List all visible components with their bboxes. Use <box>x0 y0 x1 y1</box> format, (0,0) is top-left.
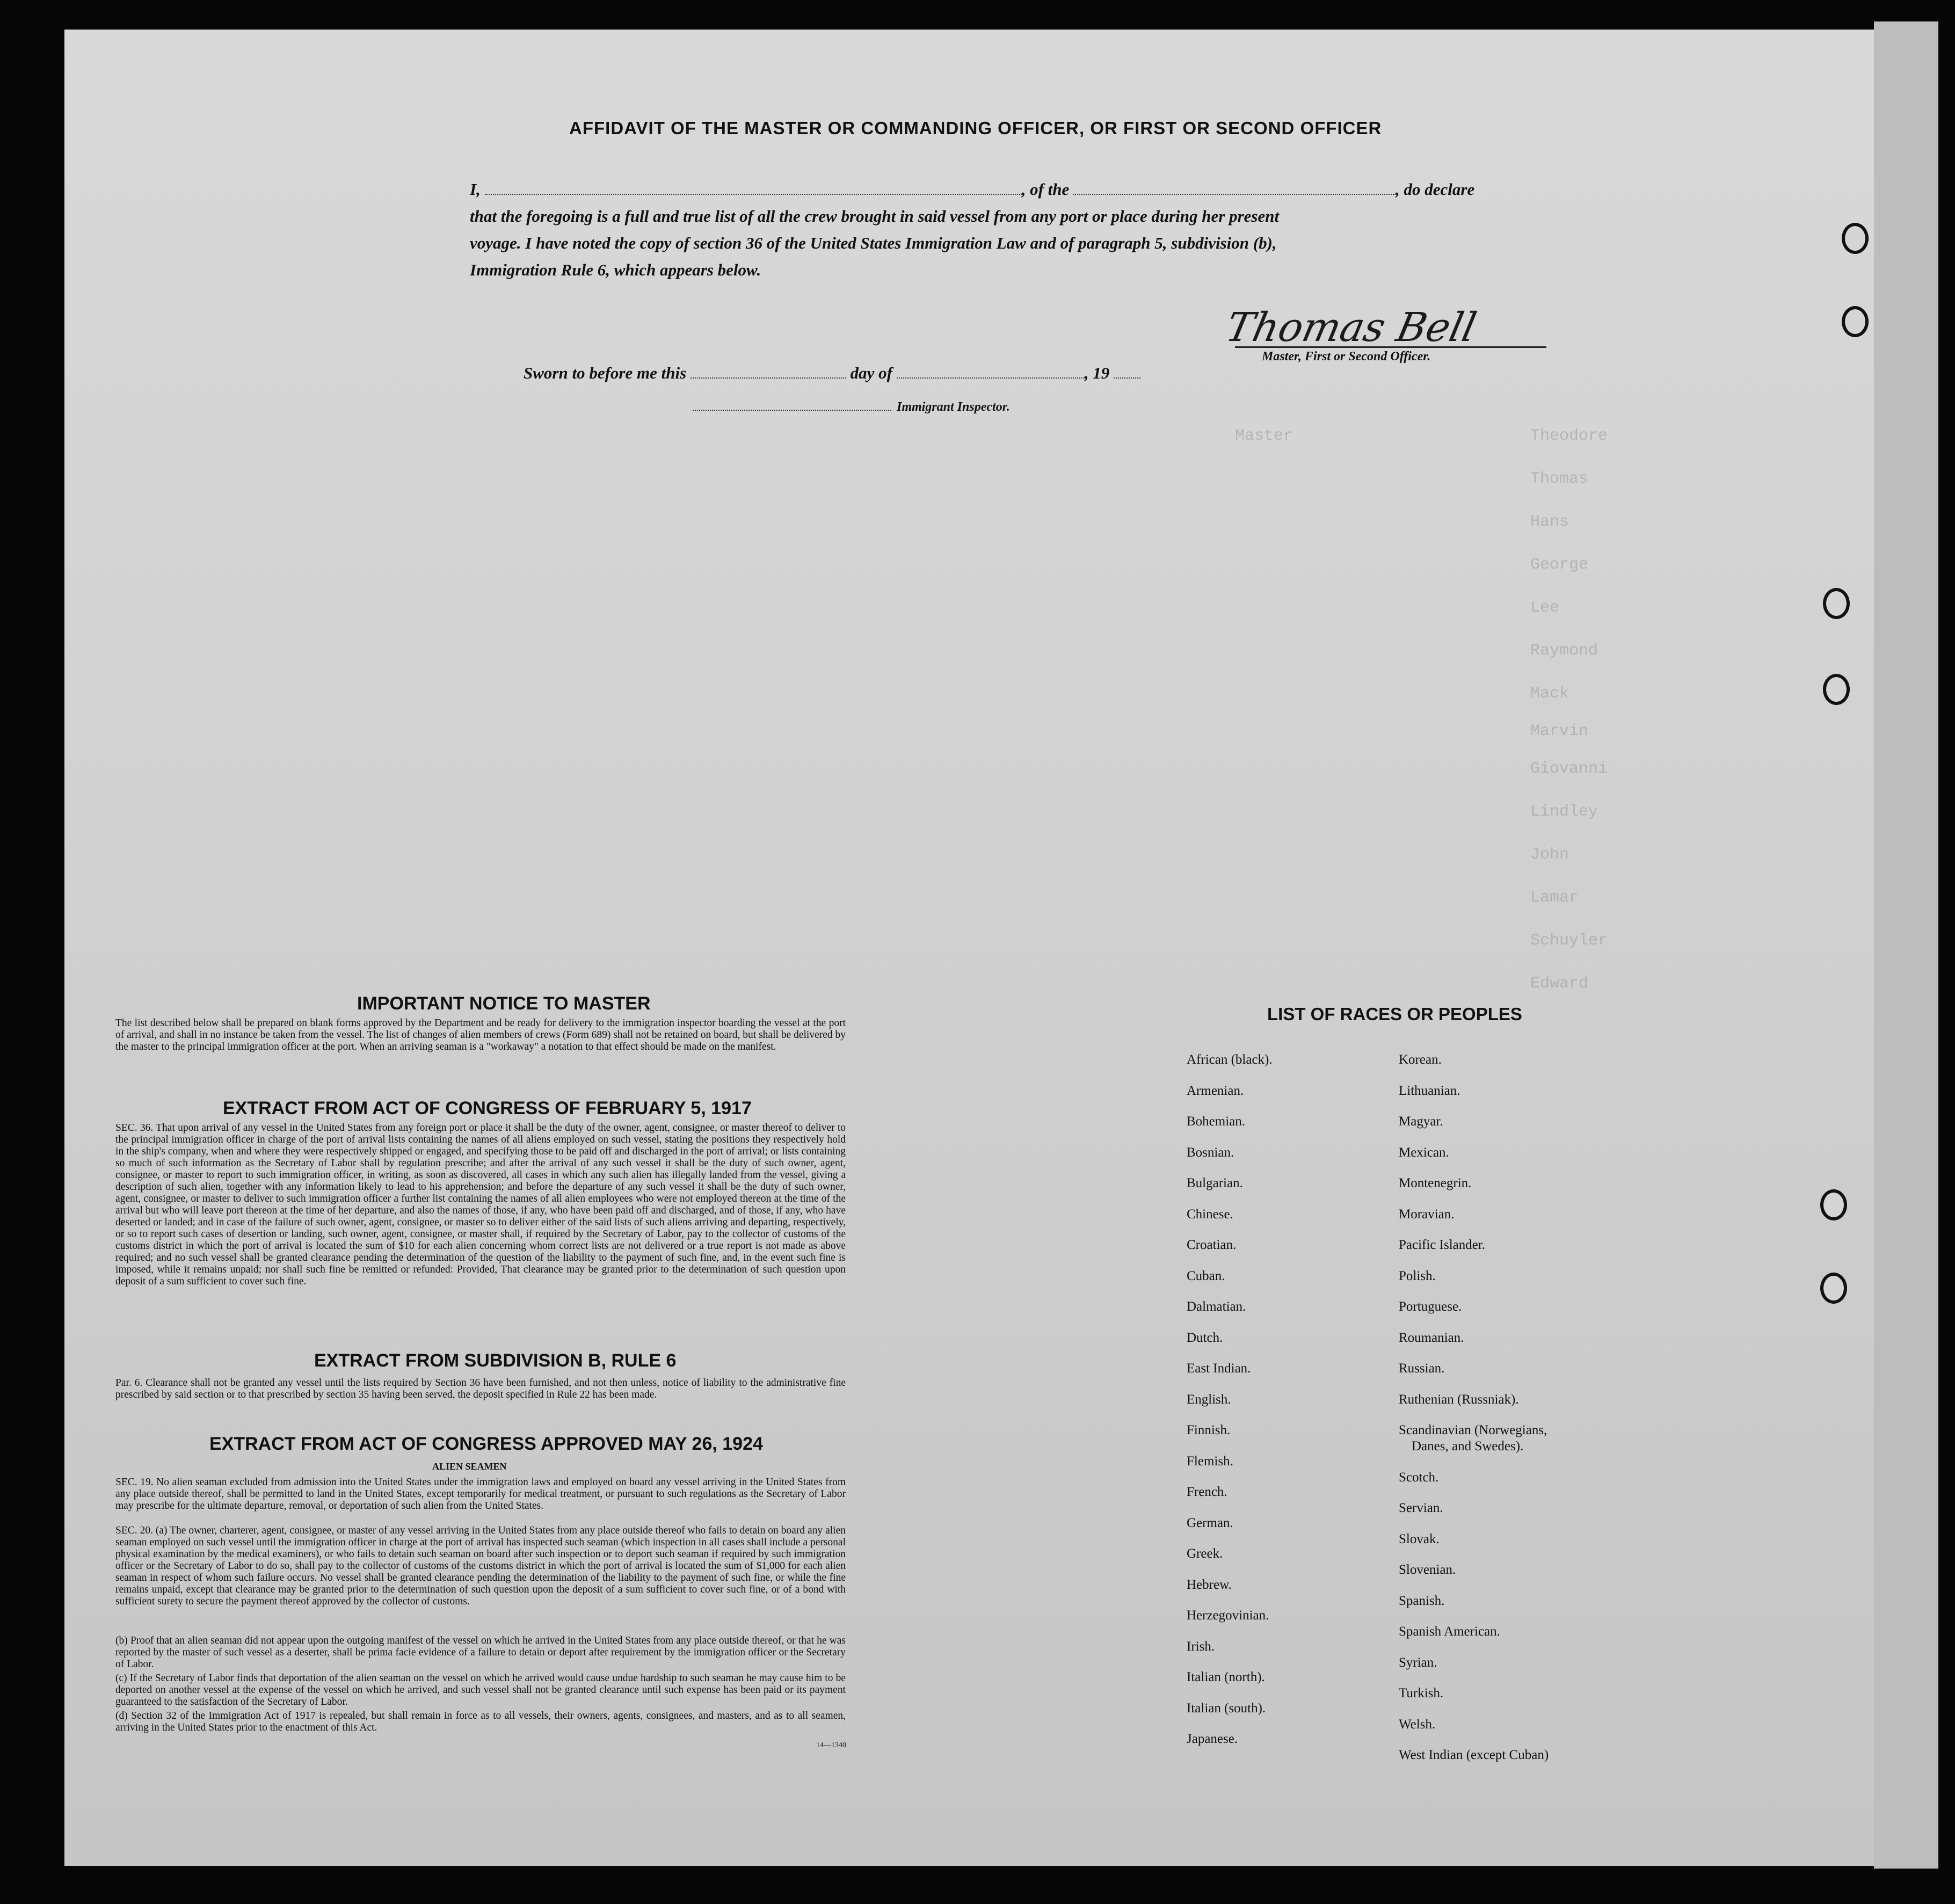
race-item: Welsh. <box>1399 1717 1436 1732</box>
race-item: Irish. <box>1187 1639 1215 1654</box>
race-item: Spanish American. <box>1399 1624 1500 1639</box>
race-item: Japanese. <box>1187 1732 1238 1746</box>
race-item: Finnish. <box>1187 1423 1231 1437</box>
officer-name-field <box>485 194 1022 195</box>
document-page <box>64 30 1885 1866</box>
affidavit-title: AFFIDAVIT OF THE MASTER OR COMMANDING OFFICER, OR FIRST OR SECOND OFFICER <box>569 118 1382 138</box>
race-item: Syrian. <box>1399 1655 1437 1670</box>
affidavit-line-2: that the foregoing is a full and true list of all the crew brought in said vessel from any port or place during her present <box>470 207 1280 226</box>
race-item: Servian. <box>1399 1501 1443 1515</box>
signature-line <box>1235 346 1546 348</box>
race-item: Bohemian. <box>1187 1114 1246 1129</box>
race-item: Pacific Islander. <box>1399 1238 1486 1252</box>
sworn-year: , 19 <box>1084 364 1110 382</box>
affidavit-line-4: Immigration Rule 6, which appears below. <box>470 260 761 279</box>
vessel-name-field <box>1073 194 1396 195</box>
act-1917-title: EXTRACT FROM ACT OF CONGRESS OF FEBRUARY 5, 1917 <box>223 1098 752 1118</box>
notice-body: The list described below shall be prepared on blank forms approved by the Department and be ready for delivery to the immigration inspector boarding the vessel at the port of arrival, and shall in no instance be taken from the vessel. The list of changes of alien members of crews (Form 689) shall not be retained on board, but shall be delivered by the master to the principal immigration officer at the port. When an arriving seaman is a "workaway" a notation to that effect should be made on the manifest. <box>115 1018 846 1052</box>
punch-hole <box>1823 588 1850 619</box>
punch-hole <box>1842 223 1869 254</box>
race-item: Italian (north). <box>1187 1670 1265 1684</box>
sworn-prefix: Sworn to before me this <box>524 364 687 382</box>
race-item: Bulgarian. <box>1187 1176 1243 1190</box>
race-item: Russian. <box>1399 1361 1445 1376</box>
affidavit-i: I, <box>470 180 481 199</box>
form-number: 14—1340 <box>816 1741 846 1749</box>
act-1924-sec-20a: SEC. 20. (a) The owner, charterer, agent, consignee, or master of any vessel arriving in the United States from any place outside thereof who fails to detain on board any alien seaman employed on such vessel until the immigration officer in charge at the port of arrival has inspected such seaman (which inspection in all cases shall include a personal physical examination by the medical examiners), or who fails to detain such seaman on board after such inspection or to deport such seaman if required by such immigration officer or the Secretary of Labor to do so, shall pay to the collector of customs of the customs district in which the port of arrival is located the sum of $1,000 for each alien seaman in respect of whom such failure occurs. No vessel shall be granted clearance pending the determination of the liability to the payment of such fine, or while the fine remains unpaid, except that clearance may be granted prior to the determination of such question upon the deposit of a sum sufficient to cover such fine, or of a bond with sufficient surety to secure the payment thereof approved by the collector of customs. <box>115 1525 846 1607</box>
sworn-line <box>524 364 1140 383</box>
bleed-through-text: Theodore Master Thomas Hans George Lee Raymond Mack Marvin Giovanni Lindley John Lamar Schuyler Edward <box>1235 427 1608 993</box>
race-item: Magyar. <box>1399 1114 1443 1129</box>
sworn-year-field <box>1114 377 1140 379</box>
race-item: Turkish. <box>1399 1686 1444 1700</box>
race-item: West Indian (except Cuban) <box>1399 1748 1549 1762</box>
race-item: Dalmatian. <box>1187 1299 1246 1314</box>
race-item: Flemish. <box>1187 1454 1233 1469</box>
race-item: East Indian. <box>1187 1361 1251 1376</box>
race-item: Herzegovinian. <box>1187 1608 1269 1623</box>
race-item: Polish. <box>1399 1268 1436 1283</box>
master-signature: Thomas Bell <box>1222 304 1481 351</box>
race-item: Chinese. <box>1187 1207 1233 1222</box>
race-item: Cuban. <box>1187 1268 1225 1283</box>
race-item: Spanish. <box>1399 1593 1445 1608</box>
race-item: African (black). <box>1187 1052 1273 1067</box>
race-item: Mexican. <box>1399 1145 1449 1160</box>
act-1917-body: SEC. 36. That upon arrival of any vessel in the United States from any foreign port or place it shall be the duty of the owner, agent, consignee, or master thereof to deliver to the principal immigration officer in charge of the port of arrival lists containing the names of all aliens employed on such vessel, stating the positions they respectively hold in the ship's company, when and where they were respectively shipped or engaged, and specifying those to be paid off and discharged in the port of arrival; or lists containing so much of such information as the Secretary of Labor shall by regulation prescribe; and after the arrival of any such vessel it shall be the duty of such owner, agent, consignee, or master to report to such immigration officer, in writing, as soon as discovered, all cases in which any such alien has illegally landed from the vessel, giving a description of such alien, together with any information likely to lead to his apprehension; and before the departure of any such vessel it shall be the duty of such owner, agent, consignee, or master to deliver to such immigration officer a further list containing the names of all alien employees who were not employed thereon at the time of the arrival but who will leave port thereon at the time of her departure, and also the names of those, if any, who have been paid off and discharged, and of those, if any, who have deserted or landed; and in case of the failure of such owner, agent, consignee, or master so to deliver either of the said lists of such aliens arriving and departing, respectively, or so to report such cases of desertion or landing, such owner, agent, consignee, or master shall, if required by the Secretary of Labor, pay to the collector of customs of the customs district in which the port of arrival is located the sum of $10 for each alien concerning whom correct lists are not delivered or a true report is not made as above required; and no such vessel shall be granted clearance pending the determination of the question of the liability to the payment of such fine, and, in the event such fine is imposed, while it remains unpaid; nor shall such fine be remitted or refunded: Provided, That clearance may be granted prior to the determination of such question upon deposit of a sum sufficient to cover such fine. <box>115 1122 846 1287</box>
race-item: Ruthenian (Russniak). <box>1399 1392 1519 1407</box>
race-item: Moravian. <box>1399 1207 1455 1222</box>
rule-6-title: EXTRACT FROM SUBDIVISION B, RULE 6 <box>314 1350 677 1371</box>
race-item: Scandinavian (Norwegians, <box>1399 1423 1547 1437</box>
rule-6-body: Par. 6. Clearance shall not be granted any vessel until the lists required by Section 36 have been furnished, and not then unless, notice of liability to the administrative fine prescribed by said section or to that prescribed by section 35 having been served, the deposit specified in Rule 22 has been made. <box>115 1377 846 1400</box>
race-item: Bosnian. <box>1187 1145 1234 1160</box>
affidavit-of-the: , of the <box>1021 180 1070 199</box>
races-title: LIST OF RACES OR PEOPLES <box>1267 1004 1522 1024</box>
act-1924-subtitle: ALIEN SEAMEN <box>432 1461 507 1472</box>
act-1924-title: EXTRACT FROM ACT OF CONGRESS APPROVED MAY 26, 1924 <box>209 1434 763 1454</box>
punch-hole <box>1842 306 1869 337</box>
race-item: Portuguese. <box>1399 1299 1462 1314</box>
act-1924-sec-19: SEC. 19. No alien seaman excluded from admission into the United States under the immigration laws and employed on board any vessel arriving in the United States from any place outside thereof, shall be permitted to land in the United States, except temporarily for medical treatment, or pursuant to such regulations as the Secretary of Labor may prescribe for the ultimate departure, removal, or deportation of such alien from the United States. <box>115 1477 846 1511</box>
race-item: Greek. <box>1187 1546 1223 1561</box>
affidavit-line-3: voyage. I have noted the copy of section 36 of the United States Immigration Law and of paragraph 5, subdivision (b), <box>470 234 1277 252</box>
race-item: Slovenian. <box>1399 1563 1456 1577</box>
punch-hole <box>1823 674 1850 705</box>
punch-hole <box>1820 1189 1847 1220</box>
notice-title: IMPORTANT NOTICE TO MASTER <box>357 993 651 1014</box>
race-item: Roumanian. <box>1399 1330 1464 1345</box>
race-item: Danes, and Swedes). <box>1412 1439 1524 1454</box>
affidavit-declare: , do declare <box>1396 180 1475 199</box>
race-item: English. <box>1187 1392 1231 1407</box>
sworn-month-field <box>897 377 1085 379</box>
race-item: Scotch. <box>1399 1470 1439 1485</box>
race-item: Hebrew. <box>1187 1577 1232 1592</box>
inspector-caption: Immigrant Inspector. <box>897 400 1010 414</box>
act-1924-sec-20c: (c) If the Secretary of Labor finds that deportation of the alien seaman on the vessel on which he arrived would cause undue hardship to such seaman he may cause him to be deported on another vessel at the expense of the vessel on which he arrived, and such vessel shall not be granted clearance until such expense has been paid or its payment guaranteed to the satisfaction of the Secretary of Labor. <box>115 1673 846 1707</box>
race-item: French. <box>1187 1485 1227 1499</box>
race-item: Korean. <box>1399 1052 1442 1067</box>
race-item: Armenian. <box>1187 1083 1244 1098</box>
affidavit-line-1 <box>470 180 1474 199</box>
inspector-signature-field <box>693 410 891 411</box>
race-item: German. <box>1187 1515 1233 1530</box>
punch-hole <box>1820 1273 1847 1304</box>
signature-caption: Master, First or Second Officer. <box>1262 350 1431 364</box>
race-item: Slovak. <box>1399 1531 1440 1546</box>
race-item: Lithuanian. <box>1399 1083 1460 1098</box>
page-edge <box>1874 21 1938 1869</box>
race-item: Dutch. <box>1187 1330 1223 1345</box>
act-1924-sec-20d: (d) Section 32 of the Immigration Act of 1917 is repealed, but shall remain in force as to all vessels, their owners, agents, consignees, and masters, and as to all seamen, arriving in the United States prior to the enactment of this Act. <box>115 1710 846 1733</box>
sworn-day-field <box>691 377 846 379</box>
act-1924-sec-20b: (b) Proof that an alien seaman did not appear upon the outgoing manifest of the vessel on which he arrived in the United States from any place outside thereof, or that he was reported by the master of such vessel as a deserter, shall be prima facie evidence of a failure to detain or deport after requirement by the immigration officer or the Secretary of Labor. <box>115 1635 846 1670</box>
race-item: Croatian. <box>1187 1238 1237 1252</box>
race-item: Montenegrin. <box>1399 1176 1472 1190</box>
sworn-day-of: day of <box>850 364 892 382</box>
race-item: Italian (south). <box>1187 1700 1266 1716</box>
